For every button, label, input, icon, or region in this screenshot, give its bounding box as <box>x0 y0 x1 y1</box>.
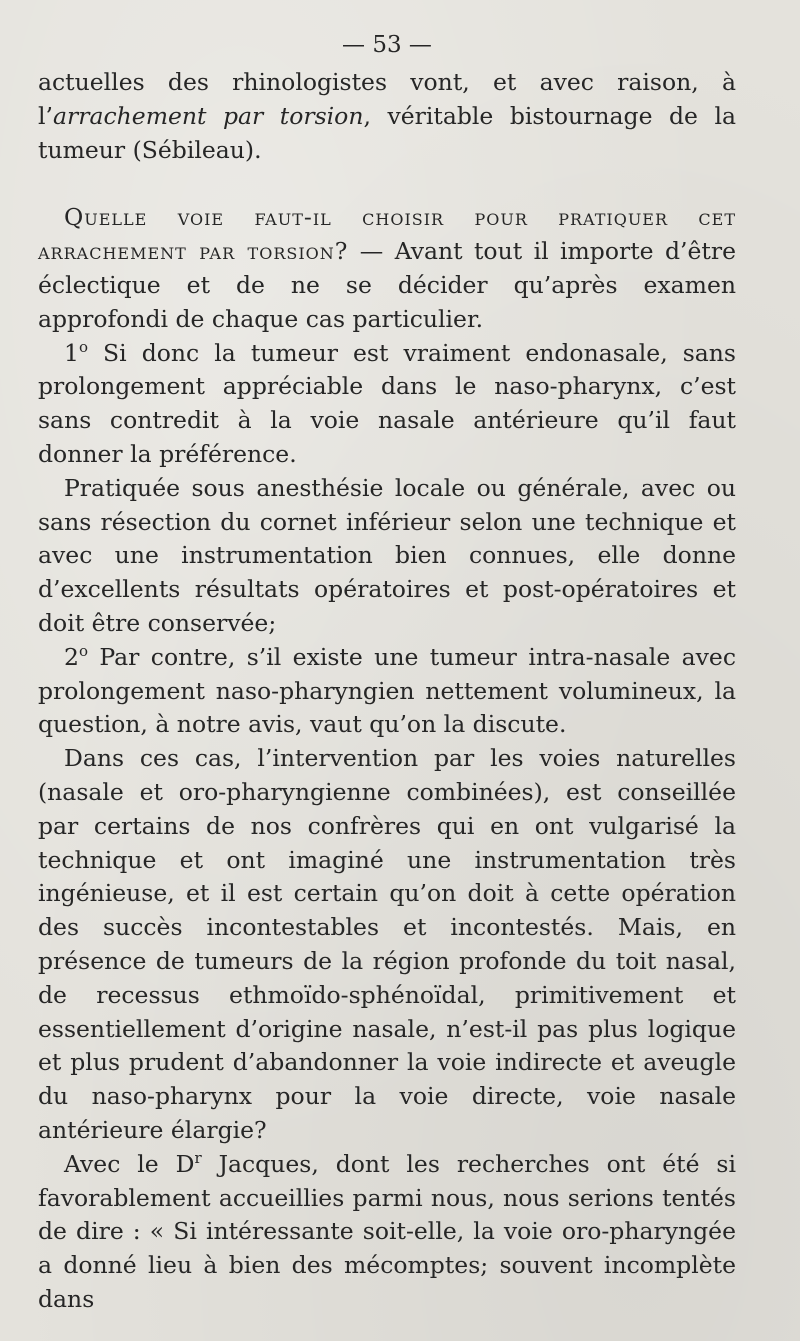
paragraph-question <box>38 201 736 336</box>
p3-ordinal: o <box>78 337 88 356</box>
p1-italic-term: arrachement par torsion <box>53 101 364 130</box>
p5-number: 2 <box>64 642 79 671</box>
p5-ordinal: o <box>78 641 88 660</box>
p1-text-after: , véritable bistournage de la tumeur (Sébileau). <box>38 101 737 164</box>
paragraph-continuation <box>38 66 736 167</box>
paragraph-first-case <box>38 337 736 472</box>
paragraph-jacques <box>38 1148 736 1317</box>
p2-text: — Avant tout il importe d’être éclectique et de ne se décider qu’après examen approfondi de chaque cas particulier. <box>38 237 736 333</box>
section-gap <box>38 167 736 201</box>
p3-text: Si donc la tumeur est vraiment endonasale, sans prolongement appréciable dans le naso-pharynx, c’est sans contredit à la voie nasale antérieure qu’il faut donner la préférence. <box>38 338 736 468</box>
p1-text-before: actuelles des rhinologistes vont, et avec raison, à l’ <box>38 68 736 130</box>
page-number: — 53 — <box>342 32 432 58</box>
paragraph-anesthesia <box>38 472 736 641</box>
p7-text-after: Jacques, dont les recherches ont été si favorablement accueillies parmi nous, nous serions tentés de dire : « Si intéressante soit-elle, la voie oro-pharyngée a donné lieu à bien des mécomptes; souvent incomplète dans <box>38 1149 736 1313</box>
p7-text-before: Avec le D <box>64 1149 195 1178</box>
p5-text: Par contre, s’il existe une tumeur intra-nasale avec prolongement naso-pharyngien nettement volumineux, la question, à notre avis, vaut qu’on la discute. <box>38 642 736 739</box>
p4-text: Pratiquée sous anesthésie locale ou générale, avec ou sans résection du cornet inférieur selon une technique et avec une instrumentation bien connues, elle donne d’excellents résultats opératoires et post-opératoires et doit être conservée; <box>38 473 736 637</box>
page-text <box>38 28 736 1317</box>
paragraph-second-case <box>38 641 736 742</box>
paragraph-discussion <box>38 742 736 1148</box>
p3-number: 1 <box>64 338 79 367</box>
p6-text: Dans ces cas, l’intervention par les voies naturelles (nasale et oro-pharyngienne combinées), est conseillée par certains de nos confrères qui en ont vulgarisé la technique et ont imaginé une instrumentation très ingénieuse, et il est certain qu’on doit à cette opération des succès incontestables et incontestés. Mais, en présence de tumeurs de la région profonde du toit nasal, de recessus ethmoïdo-sphénoïdal, primitivement et essentiellement d’origine nasale, n’est-il pas plus logique et plus prudent d’abandonner la voie indirecte et aveugle du naso-pharynx pour la voie directe, voie nasale antérieure élargie? <box>38 744 736 1144</box>
section-heading: Quelle voie faut-il choisir pour pratiquer cet arrachement par torsion? <box>38 203 736 266</box>
p7-superscript: r <box>194 1148 202 1167</box>
